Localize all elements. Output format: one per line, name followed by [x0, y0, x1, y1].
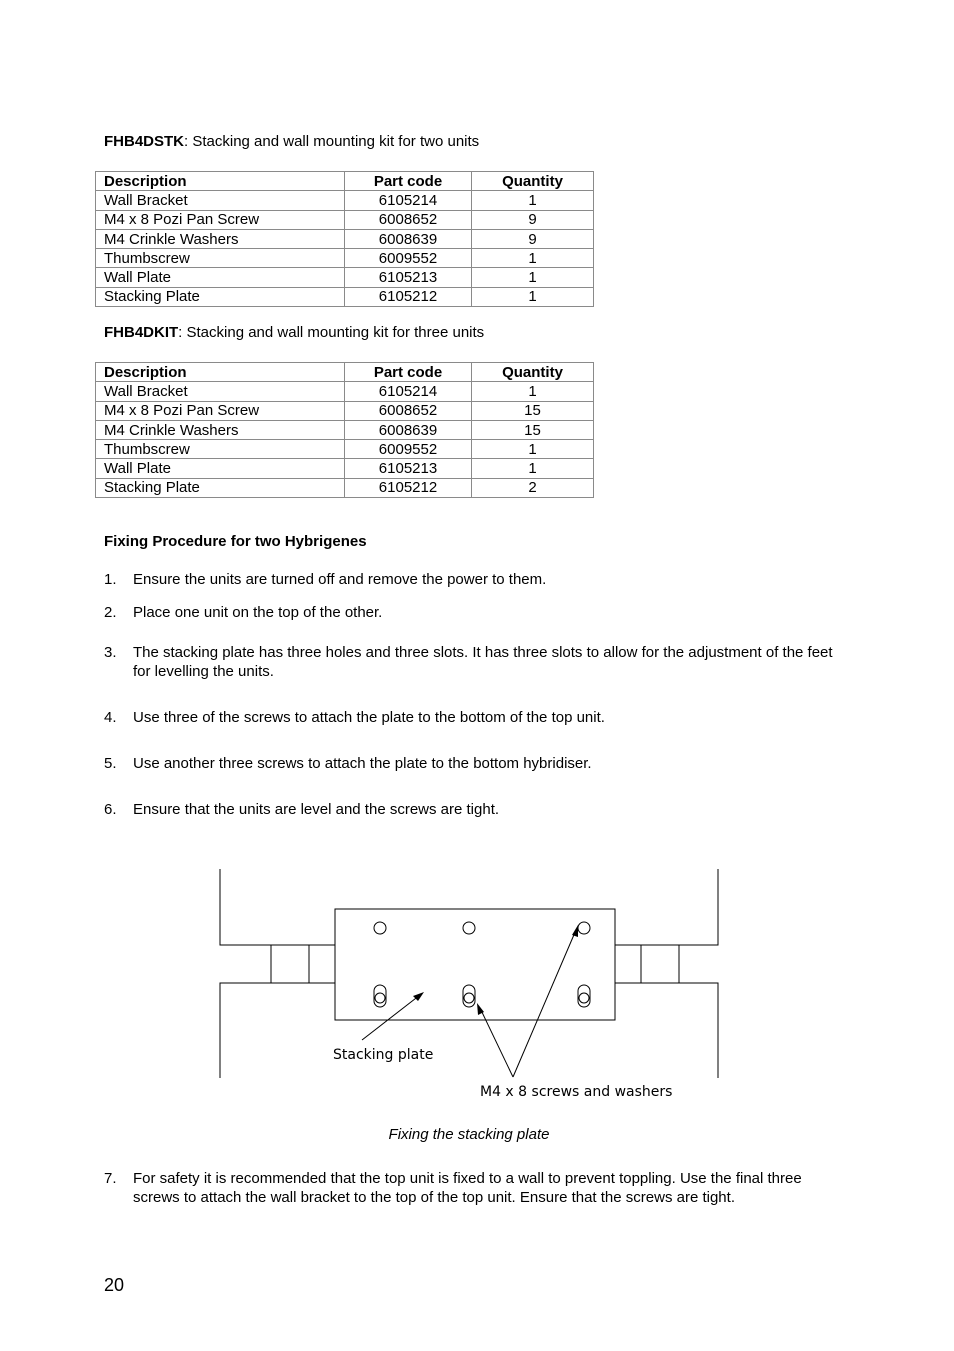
cell-part-code: 6105214 [345, 191, 472, 210]
cell-quantity: 1 [472, 382, 594, 401]
step-text: For safety it is recommended that the top unit is fixed to a wall to prevent toppling. Use the final three screws to attach the wall bracket to the top of the top unit. Ensure that the screws are tight. [133, 1170, 802, 1206]
kit2-code: FHB4DKIT [104, 324, 179, 341]
step-number: 1. [104, 571, 117, 588]
step-number: 3. [104, 644, 117, 661]
kit1-code: FHB4DSTK [104, 133, 185, 150]
page-number: 20 [104, 1275, 125, 1295]
cell-part-code: 6105214 [345, 382, 472, 401]
cell-quantity: 15 [472, 420, 594, 439]
figure-caption: Fixing the stacking plate [388, 1126, 550, 1143]
cell-part-code: 6105212 [345, 478, 472, 497]
cell-description: M4 x 8 Pozi Pan Screw [96, 210, 345, 229]
column-header-quantity: Quantity [472, 172, 594, 191]
step-text: Ensure that the units are level and the screws are tight. [133, 801, 500, 818]
column-header-quantity: Quantity [472, 363, 594, 382]
cell-quantity: 1 [472, 440, 594, 459]
procedure-title: Fixing Procedure for two Hybrigenes [104, 533, 367, 550]
cell-part-code: 6008652 [345, 210, 472, 229]
kit2-description: : Stacking and wall mounting kit for three units [178, 324, 485, 341]
step-number: 4. [104, 709, 117, 726]
step-7 [104, 1169, 844, 1207]
cell-description: M4 x 8 Pozi Pan Screw [96, 401, 345, 420]
cell-quantity: 9 [472, 229, 594, 248]
cell-part-code: 6105213 [345, 268, 472, 287]
cell-description: M4 Crinkle Washers [96, 229, 345, 248]
cell-quantity: 1 [472, 268, 594, 287]
column-header-part-code: Part code [345, 363, 472, 382]
left-bottom-unit-outline [220, 983, 335, 1078]
cell-description: Wall Bracket [96, 191, 345, 210]
step-text: Place one unit on the top of the other. [133, 604, 383, 621]
cell-description: Stacking Plate [96, 478, 345, 497]
left-top-unit-outline [220, 869, 335, 945]
stacking-plate-label: Stacking plate [333, 1047, 434, 1063]
screws-label: M4 x 8 screws and washers [480, 1084, 673, 1100]
step-number: 6. [104, 801, 117, 818]
kit1-description: : Stacking and wall mounting kit for two units [184, 133, 480, 150]
step-number: 5. [104, 755, 117, 772]
step-text: Use three of the screws to attach the plate to the bottom of the top unit. [133, 709, 605, 726]
cell-part-code: 6105213 [345, 459, 472, 478]
cell-quantity: 1 [472, 459, 594, 478]
step-number: 2. [104, 604, 117, 621]
cell-description: Stacking Plate [96, 287, 345, 306]
right-top-unit-outline [615, 869, 718, 945]
step-text: Use another three screws to attach the plate to the bottom hybridiser. [133, 755, 592, 772]
step-text: The stacking plate has three holes and three slots. It has three slots to allow for the adjustment of the feet for levelling the units. [133, 644, 833, 680]
right-bottom-unit-outline [615, 983, 718, 1078]
column-header-description: Description [96, 172, 345, 191]
cell-quantity: 1 [472, 249, 594, 268]
cell-part-code: 6008639 [345, 229, 472, 248]
cell-part-code: 6008639 [345, 420, 472, 439]
left-foot [271, 945, 309, 983]
step-number: 7. [104, 1170, 117, 1187]
column-header-description: Description [96, 363, 345, 382]
cell-part-code: 6009552 [345, 249, 472, 268]
cell-description: Wall Bracket [96, 382, 345, 401]
cell-description: Wall Plate [96, 459, 345, 478]
cell-description: Thumbscrew [96, 440, 345, 459]
cell-quantity: 15 [472, 401, 594, 420]
cell-description: Wall Plate [96, 268, 345, 287]
step-text: Ensure the units are turned off and remove the power to them. [133, 571, 547, 588]
cell-part-code: 6105212 [345, 287, 472, 306]
cell-part-code: 6008652 [345, 401, 472, 420]
cell-quantity: 1 [472, 287, 594, 306]
cell-quantity: 2 [472, 478, 594, 497]
cell-description: M4 Crinkle Washers [96, 420, 345, 439]
cell-quantity: 9 [472, 210, 594, 229]
cell-quantity: 1 [472, 191, 594, 210]
right-foot [641, 945, 679, 983]
cell-description: Thumbscrew [96, 249, 345, 268]
cell-part-code: 6009552 [345, 440, 472, 459]
column-header-part-code: Part code [345, 172, 472, 191]
